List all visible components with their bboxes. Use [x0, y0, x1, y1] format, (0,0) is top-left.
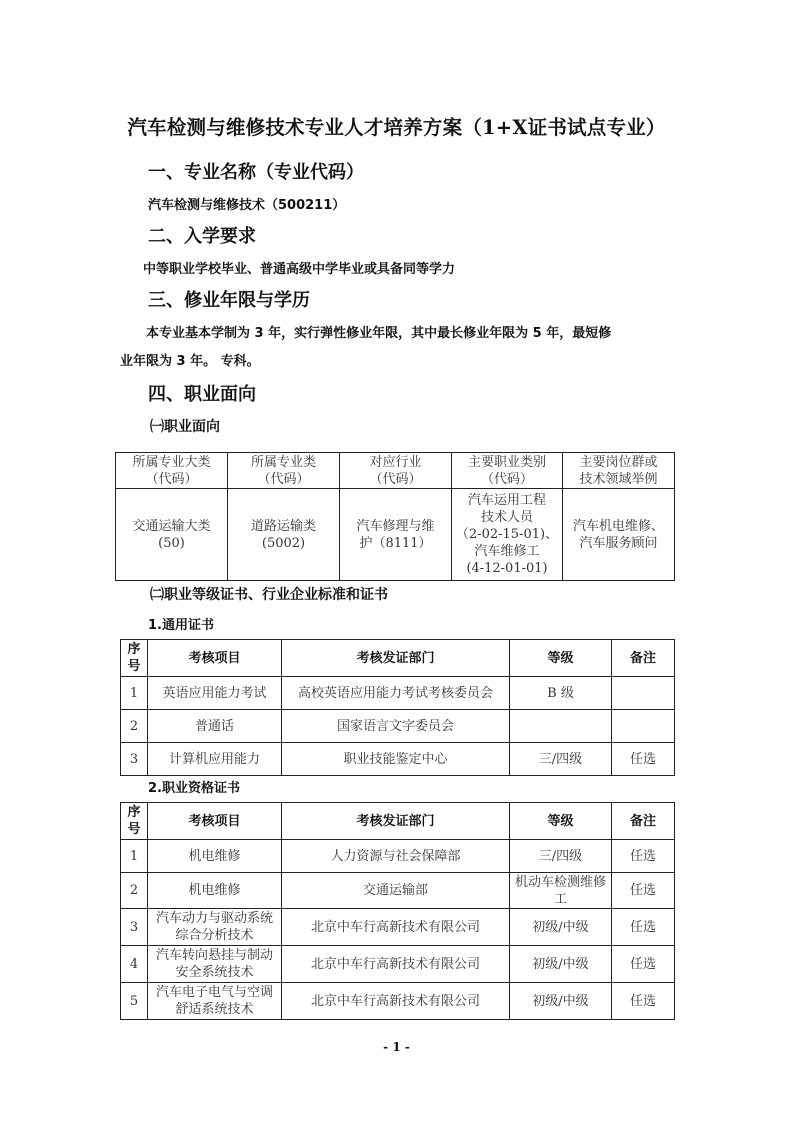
table-cell: 4: [121, 946, 148, 983]
table-cell: 任选: [612, 873, 675, 909]
table-cell: 任选: [612, 743, 675, 776]
table-cell: 机电维修: [148, 840, 282, 873]
table-cell: 交通运输大类 (50): [116, 489, 228, 581]
table-cell: 交通运输部: [282, 873, 510, 909]
table-cell: 2: [121, 873, 148, 909]
qual-cert-label: 2.职业资格证书: [148, 781, 240, 796]
section-3-heading: 三、修业年限与学历: [148, 290, 310, 311]
table-row: [121, 983, 675, 1020]
section-3-text-line-1: 本专业基本学制为 3 年，实行弹性修业年限，其中最长修业年限为 5 年，最短修: [146, 326, 612, 341]
table-row: [121, 743, 675, 776]
table-row: [121, 677, 675, 710]
header-cell: 备注: [612, 640, 675, 677]
career-table: [115, 452, 675, 581]
table-cell: 机动车检测维修工: [510, 873, 612, 909]
general-cert-table: [120, 639, 675, 776]
table-cell: 任选: [612, 909, 675, 946]
header-cell: 考核发证部门: [282, 803, 510, 840]
table-cell: 英语应用能力考试: [148, 677, 282, 710]
header-cell: 考核项目: [148, 640, 282, 677]
general-cert-header-row: [121, 640, 675, 677]
table-cell: 汽车修理与维 护（8111）: [340, 489, 452, 581]
table-cell: 人力资源与社会保障部: [282, 840, 510, 873]
header-cell: 对应行业 （代码）: [340, 453, 452, 489]
table-cell: [612, 710, 675, 743]
table-cell: 汽车运用工程 技术人员 （2-02-15-01)、 汽车维修工 (4-12-01-01): [452, 489, 563, 581]
table-cell: 北京中车行高新技术有限公司: [282, 983, 510, 1020]
table-row: [121, 710, 675, 743]
header-cell: 考核项目: [148, 803, 282, 840]
document-title: 汽车检测与维修技术专业人才培养方案（1+X证书试点专业）: [127, 116, 666, 139]
table-cell: 三/四级: [510, 840, 612, 873]
section-4-sub-2: ㈡职业等级证书、行业企业标准和证书: [150, 587, 388, 603]
table-cell: 任选: [612, 946, 675, 983]
table-row: [121, 873, 675, 909]
career-table-header-row: [116, 453, 675, 489]
table-cell: 汽车机电维修、 汽车服务顾问: [563, 489, 675, 581]
section-4-sub-1: ㈠职业面向: [150, 419, 220, 435]
header-cell: 备注: [612, 803, 675, 840]
qual-cert-table: [120, 802, 675, 1020]
table-cell: 汽车转向悬挂与制动安全系统技术: [148, 946, 282, 983]
table-cell: 1: [121, 840, 148, 873]
table-cell: 高校英语应用能力考试考核委员会: [282, 677, 510, 710]
table-cell: 汽车动力与驱动系统综合分析技术: [148, 909, 282, 946]
section-2-heading: 二、入学要求: [148, 226, 256, 247]
table-cell: 3: [121, 743, 148, 776]
table-cell: 北京中车行高新技术有限公司: [282, 946, 510, 983]
section-4-heading: 四、职业面向: [148, 384, 256, 405]
table-cell: 任选: [612, 840, 675, 873]
table-cell: 道路运输类 (5002): [228, 489, 340, 581]
table-row: [121, 909, 675, 946]
table-cell: 1: [121, 677, 148, 710]
section-2-text: 中等职业学校毕业、普通高级中学毕业或具备同等学力: [143, 262, 456, 277]
qual-cert-header-row: [121, 803, 675, 840]
table-cell: 汽车电子电气与空调舒适系统技术: [148, 983, 282, 1020]
table-row: [121, 946, 675, 983]
table-cell: [510, 710, 612, 743]
header-cell: 序 号: [121, 803, 148, 840]
header-cell: 考核发证部门: [282, 640, 510, 677]
table-cell: 机电维修: [148, 873, 282, 909]
table-cell: 2: [121, 710, 148, 743]
table-cell: 北京中车行高新技术有限公司: [282, 909, 510, 946]
table-cell: 5: [121, 983, 148, 1020]
header-cell: 主要岗位群或 技术领域举例: [563, 453, 675, 489]
table-cell: [612, 677, 675, 710]
table-cell: 任选: [612, 983, 675, 1020]
header-cell: 等级: [510, 803, 612, 840]
general-cert-label: 1.通用证书: [148, 618, 214, 633]
section-1-heading: 一、专业名称（专业代码）: [148, 162, 364, 183]
table-cell: 三/四级: [510, 743, 612, 776]
page-number: - 1 -: [383, 1040, 410, 1054]
table-cell: 计算机应用能力: [148, 743, 282, 776]
table-cell: 3: [121, 909, 148, 946]
table-cell: B 级: [510, 677, 612, 710]
header-cell: 等级: [510, 640, 612, 677]
header-cell: 序 号: [121, 640, 148, 677]
table-cell: 普通话: [148, 710, 282, 743]
header-cell: 主要职业类别 （代码）: [452, 453, 563, 489]
career-table-row: [116, 489, 675, 581]
table-row: [121, 840, 675, 873]
table-cell: 初级/中级: [510, 983, 612, 1020]
header-cell: 所属专业类 （代码）: [228, 453, 340, 489]
section-1-text: 汽车检测与维修技术（500211）: [148, 198, 346, 213]
table-cell: 初级/中级: [510, 946, 612, 983]
table-cell: 初级/中级: [510, 909, 612, 946]
header-cell: 所属专业大类 （代码）: [116, 453, 228, 489]
table-cell: 职业技能鉴定中心: [282, 743, 510, 776]
table-cell: 国家语言文字委员会: [282, 710, 510, 743]
section-3-text-line-2: 业年限为 3 年。 专科。: [120, 354, 260, 369]
